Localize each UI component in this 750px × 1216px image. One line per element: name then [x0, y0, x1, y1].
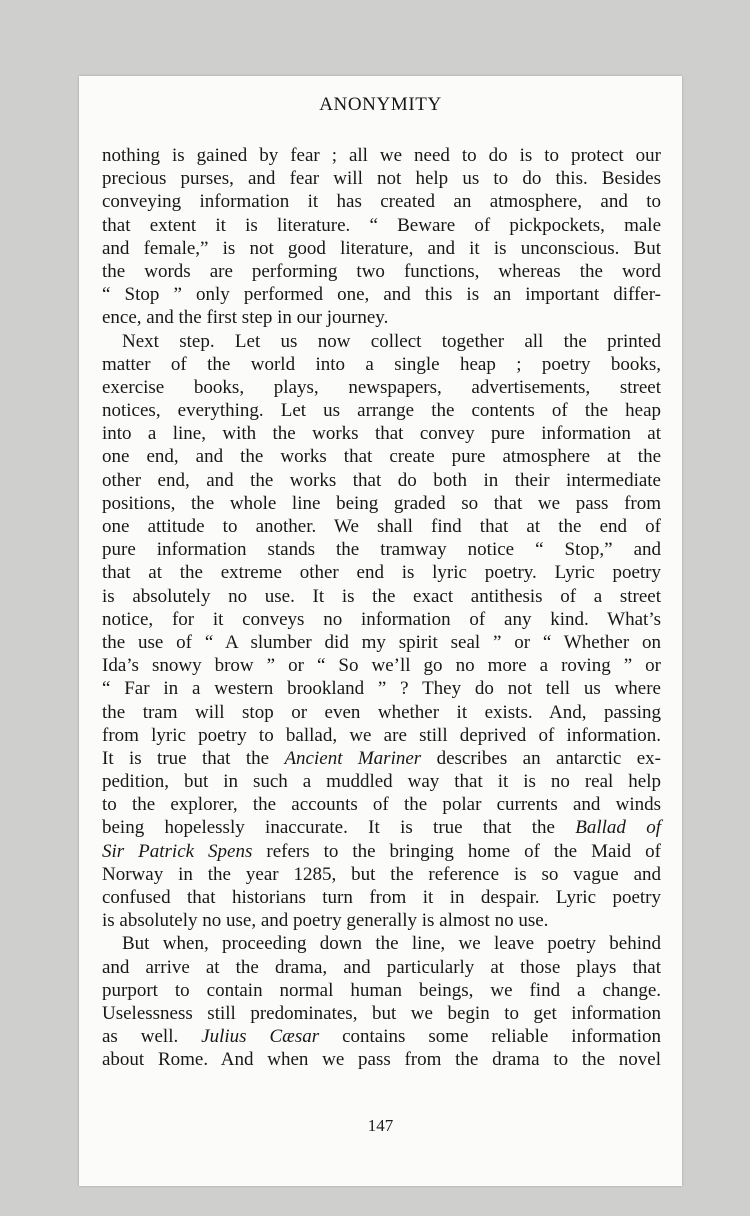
text-line: the words are performing two functions, whereas the word — [102, 260, 661, 282]
paragraph — [102, 330, 661, 933]
text-line: being hopelessly inaccurate. It is true that the Ballad of — [102, 817, 661, 839]
text-line: “ Far in a western brookland ” ? They do not tell us where — [102, 678, 661, 700]
text-line: about Rome. And when we pass from the drama to the novel — [102, 1049, 661, 1071]
text-line: as well. Julius Cæsar contains some reliable information — [102, 1026, 661, 1048]
text-line: one attitude to another. We shall find that at the end of — [102, 516, 661, 537]
text-line: one end, and the works that create pure atmosphere at the — [102, 446, 661, 468]
text-line: exercise books, plays, newspapers, advertisements, street — [102, 376, 661, 398]
book-page — [79, 76, 682, 1186]
text-line: notices, everything. Let us arrange the contents of the heap — [102, 400, 661, 422]
text-line: precious purses, and fear will not help us to do this. Besides — [102, 168, 661, 190]
text-line: matter of the world into a single heap ; poetry books, — [102, 353, 661, 375]
text-line: conveying information it has created an atmosphere, and to — [102, 191, 661, 213]
text-line: Next step. Let us now collect together all the printed — [122, 330, 661, 352]
text-line: But when, proceeding down the line, we leave poetry behind — [122, 933, 661, 955]
text-line: the use of “ A slumber did my spirit seal ” or “ Whether on — [102, 631, 661, 653]
text-line: Uselessness still predominates, but we begin to get information — [102, 1002, 661, 1024]
text-line: nothing is gained by fear ; all we need to do is to protect our — [102, 145, 661, 166]
text-line: purport to contain normal human beings, we find a change. — [102, 979, 661, 1001]
paragraph — [102, 144, 661, 330]
page-number: 147 — [367, 1116, 394, 1135]
text-line: that extent it is literature. “ Beware of pickpockets, male — [102, 214, 661, 236]
text-line: and arrive at the drama, and particularly at those plays that — [102, 956, 661, 978]
text-line: confused that historians turn from it in despair. Lyric poetry — [102, 887, 661, 908]
text-line: that at the extreme other end is lyric poetry. Lyric poetry — [102, 562, 661, 584]
text-line: is absolutely no use, and poetry generally is almost no use. — [102, 910, 549, 932]
text-line: and female,” is not good literature, and it is unconscious. But — [102, 237, 661, 259]
text-line: Norway in the year 1285, but the reference is so vague and — [102, 863, 661, 885]
text-line: ence, and the first step in our journey. — [102, 307, 389, 329]
text-line: is absolutely no use. It is the exact antithesis of a street — [102, 585, 661, 607]
text-line: notice, for it conveys no information of any kind. What’s — [102, 608, 661, 630]
text-line: Ida’s snowy brow ” or “ So we’ll go no more a roving ” or — [102, 655, 661, 677]
text-line: to the explorer, the accounts of the polar currents and winds — [102, 794, 661, 816]
text-line: “ Stop ” only performed one, and this is an important differ- — [102, 284, 661, 306]
text-line: other end, and the works that do both in their intermediate — [102, 469, 661, 491]
text-line: from lyric poetry to ballad, we are still deprived of information. — [102, 724, 661, 746]
text-line: Sir Patrick Spens refers to the bringing home of the Maid of — [102, 840, 661, 862]
text-line: the tram will stop or even whether it exists. And, passing — [102, 701, 661, 723]
text-line: into a line, with the works that convey pure information at — [102, 423, 661, 445]
text-line: It is true that the Ancient Mariner describes an antarctic ex- — [102, 747, 661, 769]
paragraph — [102, 932, 661, 1071]
body-text — [102, 144, 661, 1072]
text-line: pedition, but in such a muddled way that it is no real help — [102, 771, 661, 793]
text-line: positions, the whole line being graded so that we pass from — [102, 492, 661, 514]
text-line: pure information stands the tramway notice “ Stop,” and — [102, 539, 661, 561]
running-head: ANONYMITY — [319, 94, 442, 115]
